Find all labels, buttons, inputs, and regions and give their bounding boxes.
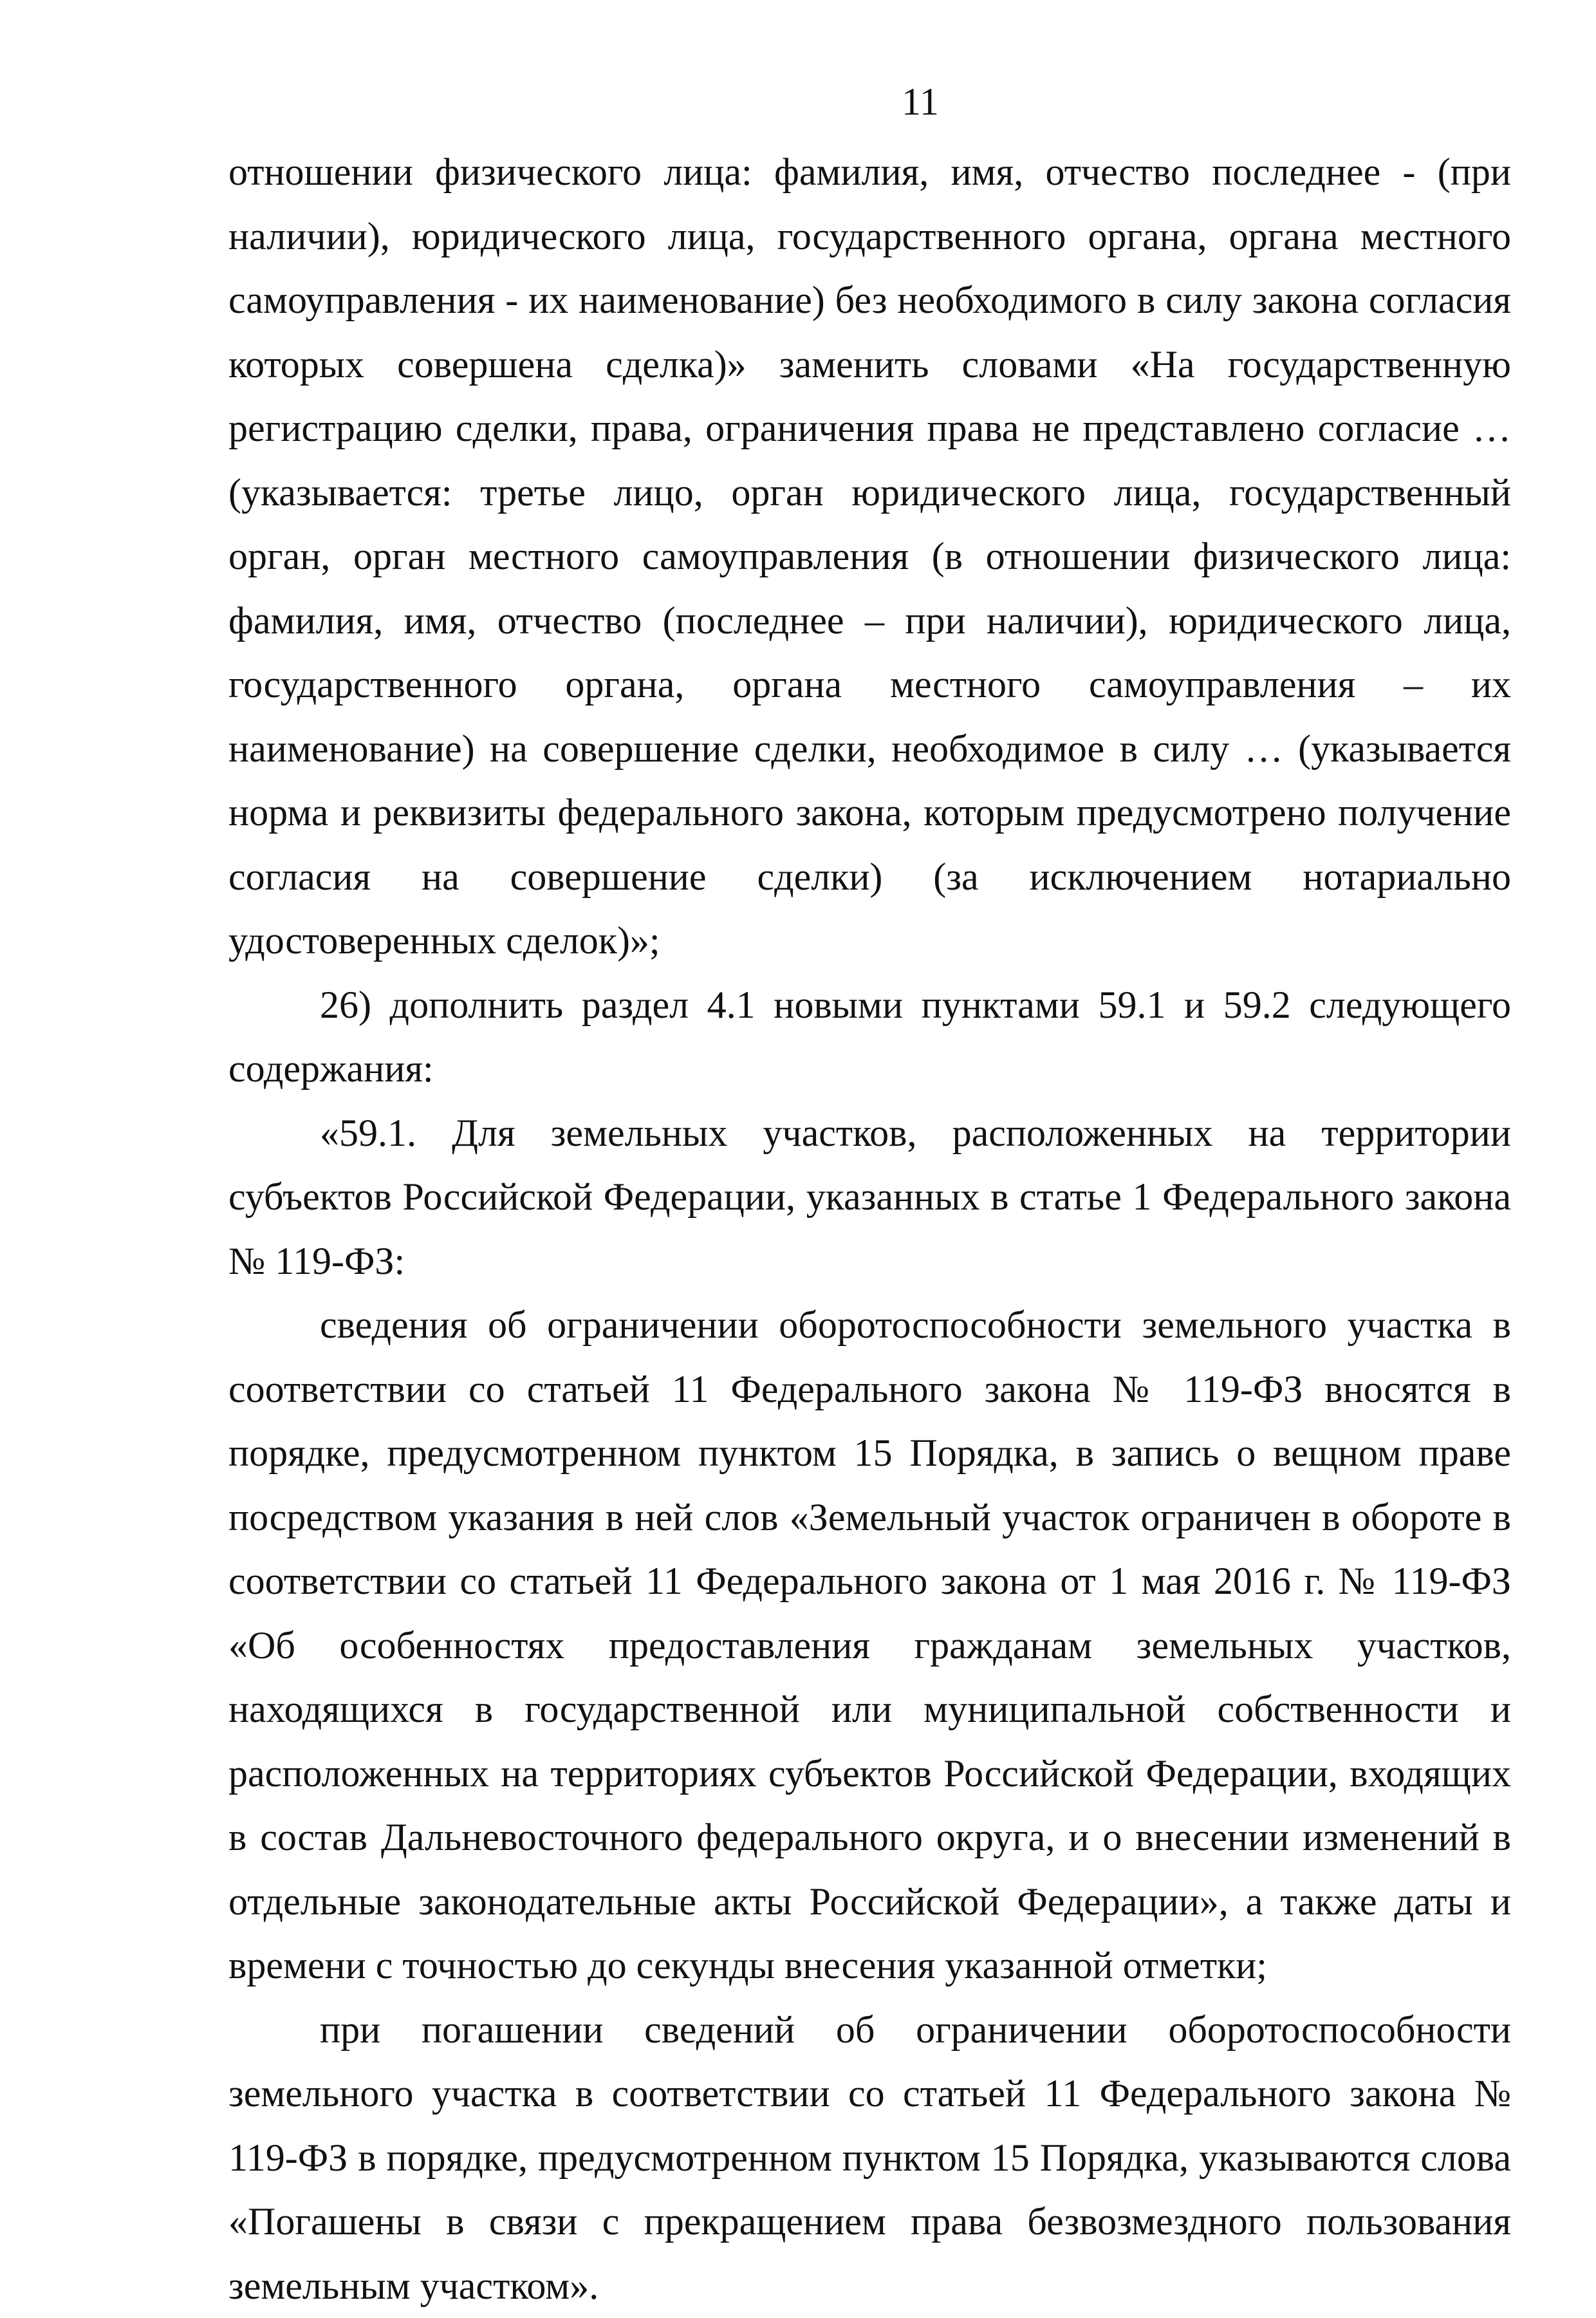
paragraph-continuation: отношении физического лица: фамилия, имя, отчество последнее - (при наличии), юридического лица, государственного органа, органа местного самоуправления - их наименование) без необходимого в силу закона согласия которых совершена сделка)» заменить словами «На государственную регистрацию сделки, права, ограничения права не представлено согласие … (указывается: третье лицо, орган юридического лица, государственный орган, орган местного самоуправления (в отношении физического лица: фамилия, имя, отчество (последнее – при наличии), юридического лица, государственного органа, органа местного самоуправления – их наименование) на совершение сделки, необходимое в силу … (указывается норма и реквизиты федерального закона, которым предусмотрено получение согласия на совершение сделки) (за исключением нотариально удостоверенных сделок)»;	[228, 140, 1511, 973]
document-body	[228, 140, 1511, 2318]
paragraph-59-1: «59.1. Для земельных участков, расположенных на территории субъектов Российской Федерации, указанных в статье 1 Федерального закона № 119-ФЗ:	[228, 1101, 1511, 1294]
paragraph-item-26: 26) дополнить раздел 4.1 новыми пунктами 59.1 и 59.2 следующего содержания:	[228, 973, 1511, 1101]
paragraph-restriction-cancel: при погашении сведений об ограничении оборотоспособности земельного участка в соответствии со статьей 11 Федерального закона № 119-ФЗ в порядке, предусмотренном пунктом 15 Порядка, указываются слова «Погашены в связи с прекращением права безвозмездного пользования земельным участком».	[228, 1998, 1511, 2318]
page-number: 11	[0, 82, 1596, 121]
paragraph-restriction-entry: сведения об ограничении оборотоспособности земельного участка в соответствии со статьей 11 Федерального закона № 119-ФЗ вносятся в порядке, предусмотренном пунктом 15 Порядка, в запись о вещном праве посредством указания в ней слов «Земельный участок ограничен в обороте в соответствии со статьей 11 Федерального закона от 1 мая 2016 г. № 119-ФЗ «Об особенностях предоставления гражданам земельных участков, находящихся в государственной или муниципальной собственности и расположенных на территориях субъектов Российской Федерации, входящих в состав Дальневосточного федерального округа, и о внесении изменений в отдельные законодательные акты Российской Федерации», а также даты и времени с точностью до секунды внесения указанной отметки;	[228, 1293, 1511, 1998]
